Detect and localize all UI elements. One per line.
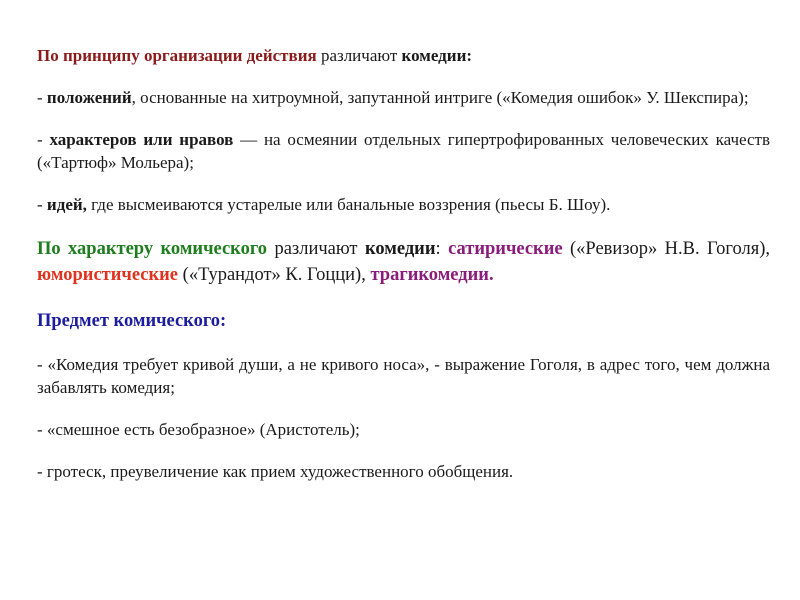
item-term: характеров или нравов <box>49 130 234 149</box>
item-dash: - <box>37 88 47 107</box>
item-term: положений <box>46 88 132 107</box>
comedy-term: комедии <box>364 239 436 259</box>
subject-heading: Предмет комического: <box>37 311 227 331</box>
organization-heading-colored: По принципу организации действия <box>37 46 317 65</box>
comedy-of-situations-item <box>37 86 770 109</box>
tragicomedy-term: трагикомедии. <box>370 265 494 285</box>
item-description: , основанные на хитроумной, запутанной интриге («Комедия ошибок» У. Шекспира); <box>131 88 749 107</box>
comic-character-heading: По характеру комического <box>37 239 268 259</box>
plain-text: : <box>435 239 449 259</box>
item-dash: - <box>37 195 47 214</box>
organization-heading-bold: комедии: <box>401 46 473 65</box>
comedy-of-ideas-item <box>37 193 770 216</box>
comic-character-paragraph <box>37 236 770 288</box>
item-dash: - <box>37 130 50 149</box>
organization-heading-plain: различают <box>316 46 402 65</box>
comedy-of-characters-item <box>37 128 770 174</box>
item-term: идей, <box>46 195 87 214</box>
satirical-term: сатирические <box>448 239 563 259</box>
subject-item-gogol: - «Комедия требует кривой души, а не кривого носа», - выражение Гоголя, в адрес того, чем должна забавлять комедия; <box>37 355 770 397</box>
subject-item-grotesque: - гротеск, преувеличение как прием художественного обобщения. <box>37 462 514 481</box>
plain-text: различают <box>267 239 365 259</box>
plain-text: («Ревизор» Н.В. Гоголя), <box>562 239 770 259</box>
slide-content <box>37 44 770 483</box>
organization-heading <box>37 44 770 67</box>
subject-item-aristotle: - «смешное есть безобразное» (Аристотель); <box>37 420 360 439</box>
plain-text: («Турандот» К. Гоцци), <box>178 265 371 285</box>
item-description: где высмеиваются устарелые или банальные воззрения (пьесы Б. Шоу). <box>86 195 611 214</box>
item-description: — на осмеянии отдельных гипертрофированных человеческих качеств («Тартюф» Мольера); <box>37 130 770 172</box>
humorous-term: юмористические <box>37 265 179 285</box>
